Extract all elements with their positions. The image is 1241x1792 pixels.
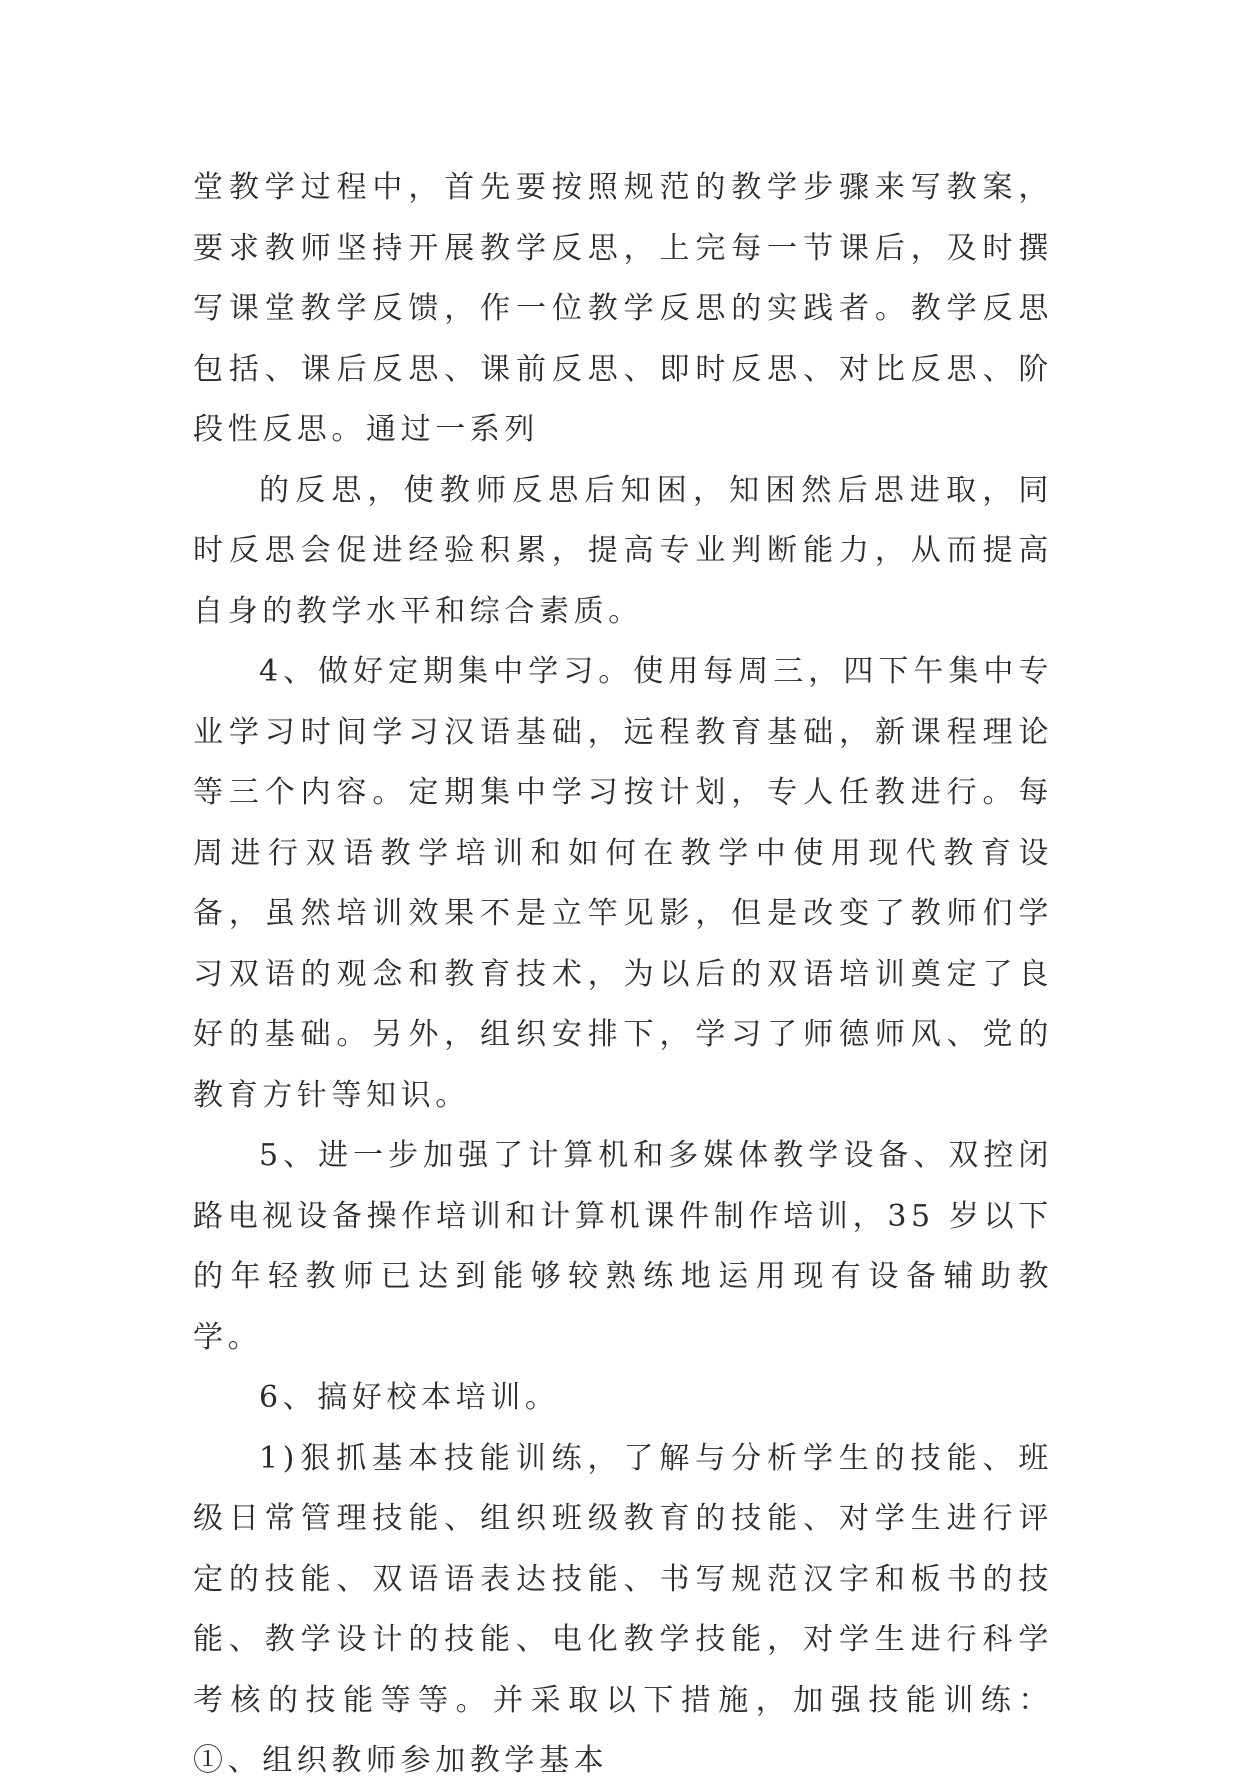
paragraph-5: 6、搞好校本培训。	[259, 1380, 560, 1415]
paragraph-2: 的反思，使教师反思后知困，知困然后思进取，同时反思会促进经验积累，提高专业判断能力，从而提高自身的教学水平和综合素质。	[193, 472, 1053, 629]
paragraph-4: 5、进一步加强了计算机和多媒体教学设备、双控闭路电视设备操作培训和计算机课件制作培训，35 岁以下的年轻教师已达到能够较熟练地运用现有设备辅助教学。	[193, 1138, 1053, 1355]
paragraph-6: 1)狠抓基本技能训练，了解与分析学生的技能、班级日常管理技能、组织班级教育的技能、对学生进行评定的技能、双语语表达技能、书写规范汉字和板书的技能、教学设计的技能、电化教学技能，对学生进行科学考核的技能等等。并采取以下措施，加强技能训练：①、组织教师参加教学基本	[193, 1440, 1053, 1778]
paragraph-1: 堂教学过程中，首先要按照规范的教学步骤来写教案，要求教师坚持开展教学反思，上完每一节课后，及时撰写课堂教学反馈，作一位教学反思的实践者。教学反思包括、课后反思、课前反思、即时反思、对比反思、阶段性反思。通过一系列	[193, 170, 1053, 447]
paragraph-3: 4、做好定期集中学习。使用每周三，四下午集中专业学习时间学习汉语基础，远程教育基础，新课程理论等三个内容。定期集中学习按计划，专人任教进行。每周进行双语教学培训和如何在教学中使用现代教育设备，虽然培训效果不是立竿见影，但是改变了教师们学习双语的观念和教育技术，为以后的双语培训奠定了良好的基础。另外，组织安排下，学习了师德师风、党的教育方针等知识。	[193, 654, 1053, 1113]
document-body	[193, 158, 1053, 1792]
